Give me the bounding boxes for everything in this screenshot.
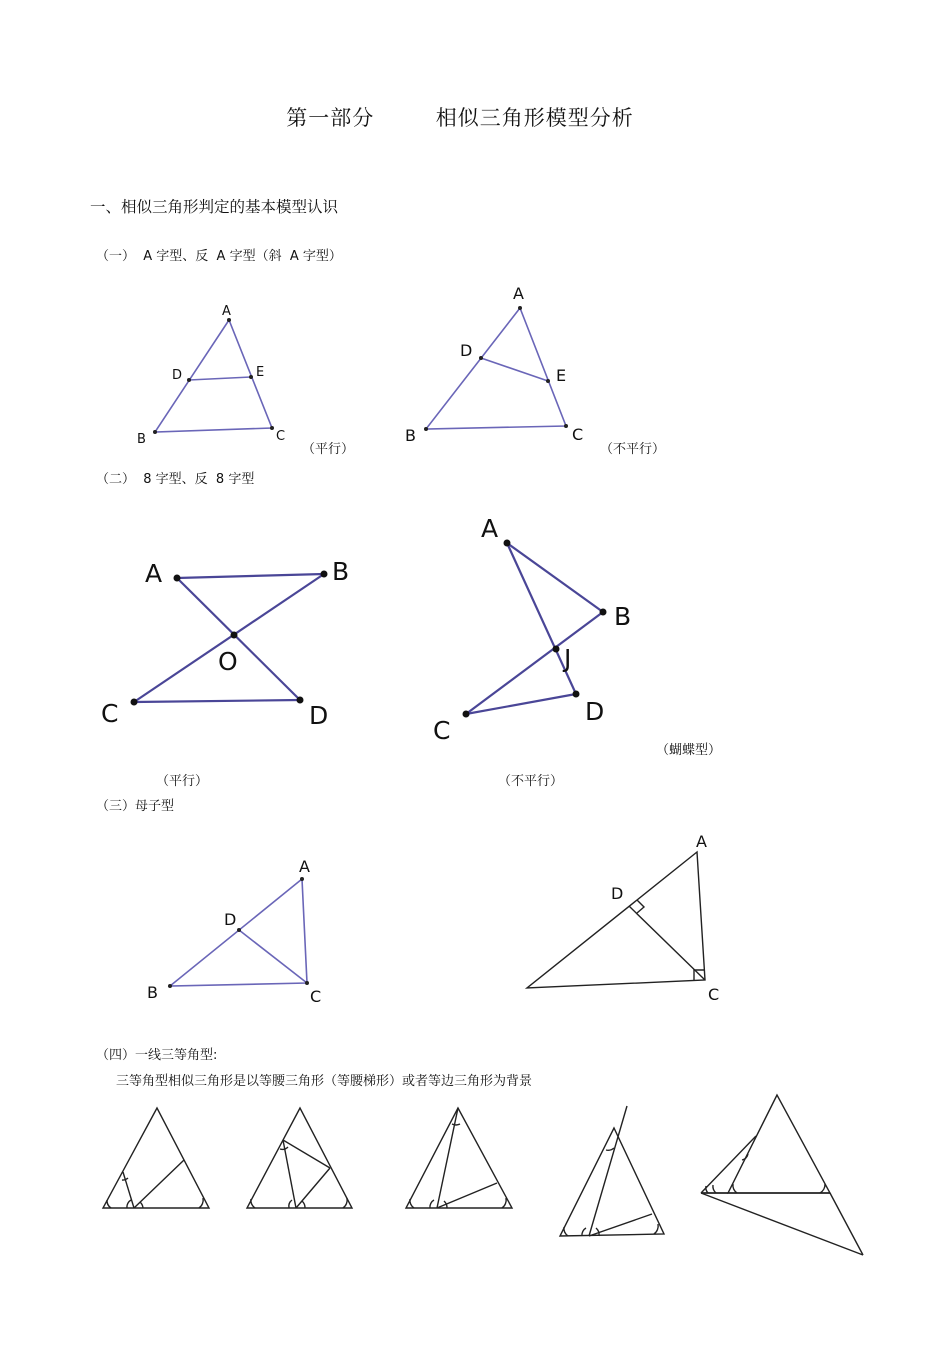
label-c: C	[310, 987, 322, 1006]
figure-three-angles-2	[247, 1108, 352, 1208]
section-heading: 一、相似三角形判定的基本模型认识	[90, 198, 339, 216]
caption-8-nonparallel: （不平行）	[498, 774, 564, 789]
subsection-a-type: （一） A 字型、反 A 字型（斜 A 字型）	[96, 249, 342, 264]
subsection-one-line-three-angles: （四）一线三等角型:	[96, 1048, 218, 1063]
label-c: C	[101, 699, 119, 728]
figure-mother-child-1	[147, 857, 321, 1006]
label-a: A	[481, 514, 499, 543]
label-d: D	[224, 910, 237, 929]
label-j: J	[564, 644, 572, 673]
figure-three-angles-5	[701, 1095, 863, 1255]
figure-a-nonparallel	[405, 284, 583, 445]
label-d: D	[460, 341, 473, 360]
label-a: A	[145, 559, 163, 588]
label-d: D	[585, 697, 605, 726]
label-a: A	[513, 284, 524, 303]
label-d: D	[172, 368, 183, 383]
figure-three-angles-1	[103, 1108, 209, 1208]
caption-butterfly: （蝴蝶型）	[656, 743, 722, 758]
page-title: 第一部分 相似三角形模型分析	[286, 106, 634, 130]
label-b: B	[614, 602, 632, 631]
label-b: B	[147, 983, 158, 1002]
label-c: C	[276, 429, 286, 444]
label-a: A	[696, 832, 707, 851]
figure-three-angles-4	[560, 1106, 664, 1236]
label-a: A	[299, 857, 310, 876]
label-d: D	[309, 701, 329, 730]
subsection-mother-child: （三）母子型	[96, 799, 175, 814]
label-d: D	[611, 884, 624, 903]
label-b: B	[137, 432, 146, 447]
label-e: E	[256, 365, 265, 380]
figure-8-nonparallel	[433, 514, 631, 745]
caption-a-parallel: （平行）	[302, 442, 355, 457]
figure-a-parallel	[137, 304, 285, 447]
figure-8-parallel	[101, 557, 349, 730]
subsection-8-type: （二） 8 字型、反 8 字型	[96, 472, 255, 487]
figure-mother-child-2	[527, 832, 719, 1004]
figure-three-angles-3	[406, 1108, 512, 1208]
label-o: O	[218, 647, 238, 676]
label-a: A	[222, 304, 231, 319]
caption-a-nonparallel: （不平行）	[600, 442, 666, 457]
label-e: E	[556, 366, 567, 385]
subsection-four-description: 三等角型相似三角形是以等腰三角形（等腰梯形）或者等边三角形为背景	[116, 1074, 533, 1089]
label-c: C	[708, 985, 720, 1004]
label-c: C	[572, 425, 584, 444]
label-c: C	[433, 716, 451, 745]
label-b: B	[332, 557, 350, 586]
label-b: B	[405, 426, 416, 445]
caption-8-parallel: （平行）	[156, 774, 209, 789]
